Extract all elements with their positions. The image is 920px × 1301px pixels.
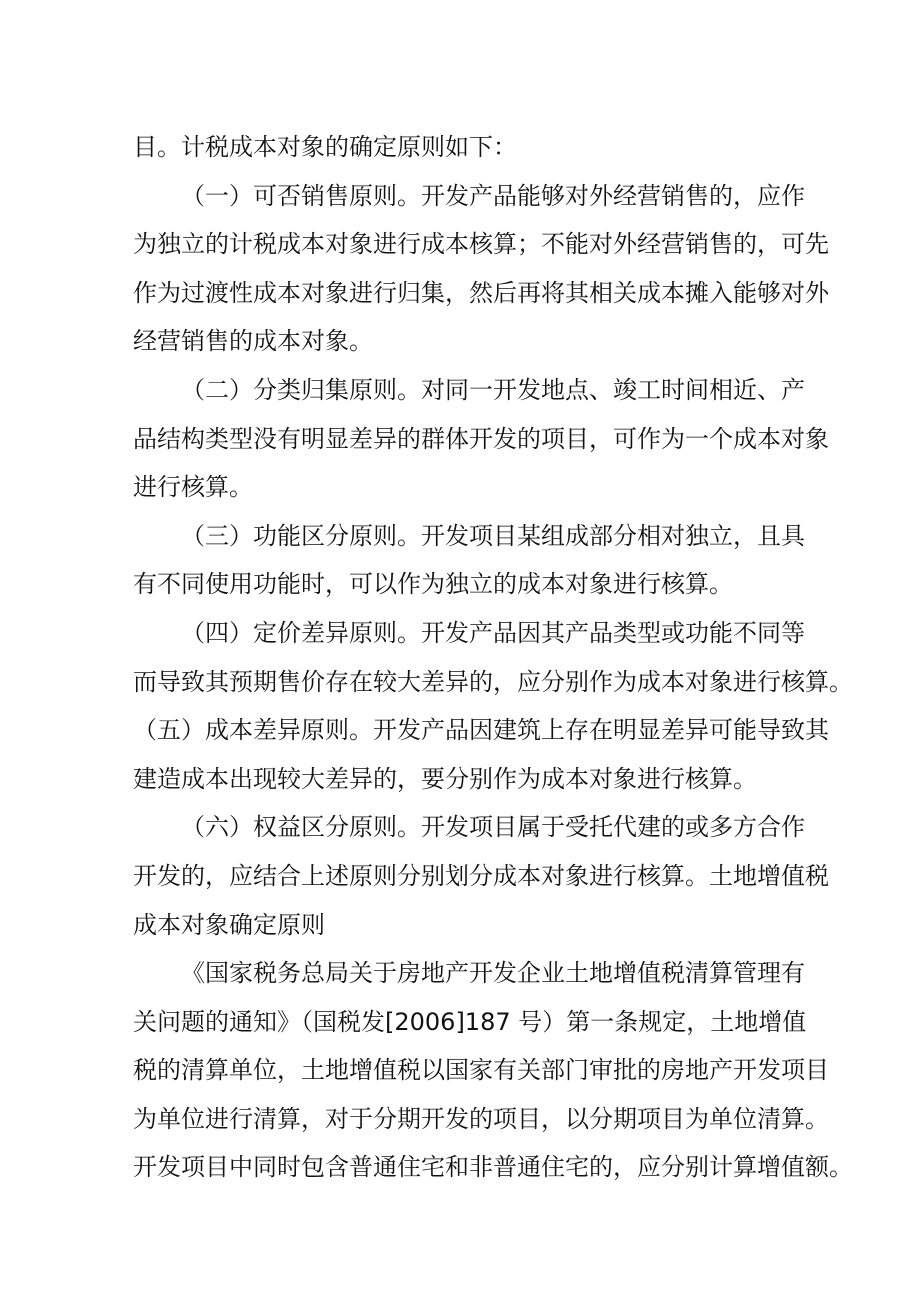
text-line: 关问题的通知》（国税发[2006]187 号）第一条规定，土地增值 [133,1007,807,1036]
text-line: 《国家税务总局关于房地产开发企业土地增值税清算管理有 [181,959,805,988]
text-line: 品结构类型没有明显差异的群体开发的项目，可作为一个成本对象 [133,424,829,453]
text-line: （六）权益区分原则。开发项目属于受托代建的或多方合作 [181,813,805,842]
text-line: （二）分类归集原则。对同一开发地点、竣工时间相近、产 [181,375,805,404]
text-line: 为独立的计税成本对象进行成本核算；不能对外经营销售的，可先 [133,230,829,259]
text-line: 开发的，应结合上述原则分别划分成本对象进行核算。土地增值税 [133,861,829,890]
body-text [133,123,853,1192]
text-line: 而导致其预期售价存在较大差异的，应分别作为成本对象进行核算。 [133,667,853,696]
text-line: 经营销售的成本对象。 [133,327,373,356]
text-line: 有不同使用功能时，可以作为独立的成本对象进行核算。 [133,570,733,599]
text-line: （三）功能区分原则。开发项目某组成部分相对独立，且具 [181,521,805,550]
text-line: 目。计税成本对象的确定原则如下： [133,133,517,161]
text-line: 建造成本出现较大差异的，要分别作为成本对象进行核算。 [133,764,757,793]
text-line: （五）成本差异原则。开发产品因建筑上存在明显差异可能导致其 [133,716,829,745]
text-line: 税的清算单位，土地增值税以国家有关部门审批的房地产开发项目 [133,1056,829,1085]
text-line: 成本对象确定原则 [133,910,325,939]
text-line: （一）可否销售原则。开发产品能够对外经营销售的，应作 [181,181,805,210]
text-line: （四）定价差异原则。开发产品因其产品类型或功能不同等 [181,618,805,647]
text-line: 进行核算。 [133,473,253,502]
text-line: 为单位进行清算，对于分期开发的项目，以分期项目为单位清算。 [133,1104,829,1133]
text-line: 开发项目中同时包含普通住宅和非普通住宅的，应分别计算增值额。 [133,1153,853,1182]
text-line: 作为过渡性成本对象进行归集，然后再将其相关成本摊入能够对外 [133,278,829,307]
